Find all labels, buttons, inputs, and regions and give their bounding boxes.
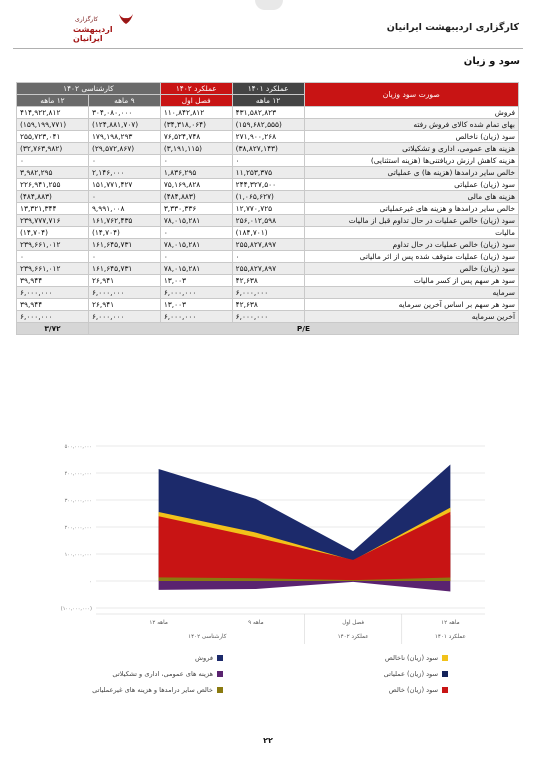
row-label: سود (زیان) خالص عملیات در حال تداوم قبل از مالیات — [304, 215, 518, 227]
row-value: ۲۳۹,۶۶۱,۰۱۲ — [17, 263, 89, 275]
row-value: (۳,۱۹۱,۱۱۵) — [160, 143, 232, 155]
row-value: (۱۴,۷۰۴) — [88, 227, 160, 239]
logo-main-text: اردیبهشت ایرانیان — [73, 25, 113, 43]
y-tick-label: ۲۰۰,۰۰۰,۰۰۰ — [64, 525, 92, 531]
row-value: ۲۵۵,۸۲۷,۸۹۷ — [232, 263, 304, 275]
table-row — [17, 179, 519, 191]
y-tick-label: ۰ — [89, 579, 92, 585]
legend-label: سود (زیان) عملیاتی — [383, 670, 438, 678]
row-value: ۶,۰۰۰,۰۰۰ — [88, 287, 160, 299]
row-value: ۷۶,۵۲۴,۷۴۸ — [160, 131, 232, 143]
row-value: ۱۳,۰۰۳ — [160, 275, 232, 287]
row-value: (۱,۰۶۵,۶۲۷) — [232, 191, 304, 203]
row-value: ۱,۸۳۶,۲۹۵ — [160, 167, 232, 179]
row-label: خالص سایر درامدها (هزینه ها) ی عملیاتی — [304, 167, 518, 179]
page-number: ۲۲ — [263, 736, 273, 745]
row-value: ۲۴۴,۳۲۷,۵۰۰ — [232, 179, 304, 191]
row-value: ۶,۰۰۰,۰۰۰ — [17, 311, 89, 323]
header-group-expert-1402: کارشناسی ۱۴۰۲ — [17, 83, 161, 95]
chart-legend — [88, 654, 478, 714]
row-value: (۱۵۹,۱۹۹,۷۷۱) — [17, 119, 89, 131]
company-name: کارگزاری اردیبهشت ایرانیان — [386, 22, 519, 33]
x-tick-label: ۹ ماهه — [248, 620, 264, 626]
y-tick-label: ۳۰۰,۰۰۰,۰۰۰ — [64, 498, 92, 504]
row-value: ۱۱۰,۸۴۲,۸۱۲ — [160, 107, 232, 119]
row-value: ۷۵,۱۶۹,۸۲۸ — [160, 179, 232, 191]
row-value: (۳۸,۸۲۷,۱۴۳) — [232, 143, 304, 155]
row-value: ۶,۰۰۰,۰۰۰ — [232, 311, 304, 323]
table-row — [17, 227, 519, 239]
legend-swatch — [217, 671, 223, 677]
row-value: ۷۸,۰۱۵,۲۸۱ — [160, 215, 232, 227]
logo-small-text: کارگزاری — [75, 16, 99, 23]
row-value: ۷۸,۰۱۵,۲۸۱ — [160, 239, 232, 251]
row-label: خالص سایر درامدها و هزینه های غیرعملیاتی — [304, 203, 518, 215]
x-group-label: کارشناسی ۱۴۰۲ — [188, 634, 227, 640]
table-row — [17, 215, 519, 227]
row-value: ۳۹,۹۴۴ — [17, 299, 89, 311]
legend-label: سود (زیان) ناخالص — [384, 654, 438, 662]
row-value: ۱۲,۷۷۰,۷۲۵ — [232, 203, 304, 215]
row-value: ۴۲,۶۳۸ — [232, 275, 304, 287]
table-row — [17, 251, 519, 263]
row-label: سود (زیان) خالص — [304, 263, 518, 275]
legend-item — [384, 670, 448, 678]
row-value: (۱۵۹,۶۸۲,۵۵۵) — [232, 119, 304, 131]
row-label: سود هر سهم بر اساس آخرین سرمایه — [304, 299, 518, 311]
legend-label: سود (زیان) خالص — [388, 686, 438, 694]
company-logo — [13, 8, 133, 42]
row-value: ۲۳۹,۷۷۷,۷۱۶ — [17, 215, 89, 227]
header-group-1401: عملکرد ۱۴۰۱ — [232, 83, 304, 95]
header-divider — [13, 48, 523, 49]
table-row — [17, 311, 519, 323]
row-value: (۱۲۴,۸۸۱,۷۰۷) — [88, 119, 160, 131]
row-value: ۳۹,۹۴۴ — [17, 275, 89, 287]
row-value: ۲۲۶,۹۴۱,۲۵۵ — [17, 179, 89, 191]
row-value: ۲,۱۴۶,۰۰۰ — [88, 167, 160, 179]
row-value: ۲۵۵,۸۲۷,۸۹۷ — [232, 239, 304, 251]
x-tick-label: فصل اول — [342, 620, 365, 626]
table-row — [17, 299, 519, 311]
table-row — [17, 203, 519, 215]
row-value: ۴۳۱,۵۸۲,۸۲۳ — [232, 107, 304, 119]
row-value: ۳۰۴,۰۸۰,۰۰۰ — [88, 107, 160, 119]
row-value: ۰ — [88, 155, 160, 167]
legend-label: خالص سایر درامدها و هزینه های غیرعملیاتی — [92, 686, 213, 694]
row-value: (۴۸۴,۸۸۳) — [17, 191, 89, 203]
row-value: ۱۷۹,۱۹۸,۲۹۳ — [88, 131, 160, 143]
row-value: ۶,۰۰۰,۰۰۰ — [160, 311, 232, 323]
table-row — [17, 167, 519, 179]
row-value: ۳,۳۳۰,۳۳۶ — [160, 203, 232, 215]
row-value: ۲۵۶,۰۱۲,۵۹۸ — [232, 215, 304, 227]
legend-item — [195, 654, 223, 662]
y-tick-label: ۴۰۰,۰۰۰,۰۰۰ — [64, 471, 92, 477]
x-tick-label: ۱۲ ماهه — [149, 620, 168, 626]
legend-label: فروش — [194, 654, 213, 662]
income-statement-table — [16, 82, 519, 335]
row-value: ۲۶,۹۴۱ — [88, 275, 160, 287]
row-value: ۱۳,۳۲۱,۳۴۴ — [17, 203, 89, 215]
row-value: ۹,۹۹۱,۰۰۸ — [88, 203, 160, 215]
header-sub-1401: ۱۲ ماهه — [232, 95, 304, 107]
legend-swatch — [442, 687, 448, 693]
header-sub-1402: فصل اول — [160, 95, 232, 107]
row-label: بهای تمام شده کالای فروش رفته — [304, 119, 518, 131]
pe-value: ۳/۷۲ — [17, 323, 89, 335]
legend-swatch — [217, 655, 223, 661]
row-value: ۷۸,۰۱۵,۲۸۱ — [160, 263, 232, 275]
table-corner-label: صورت سود وزیان — [304, 83, 518, 107]
legend-item — [92, 686, 223, 694]
table-row — [17, 275, 519, 287]
row-value: ۰ — [160, 251, 232, 263]
legend-label: هزینه های عمومی، اداری و تشکیلاتی — [112, 670, 213, 678]
row-label: سود (زیان) عملیات متوقف شده پس از اثر مالیاتی — [304, 251, 518, 263]
row-value: ۶,۰۰۰,۰۰۰ — [17, 287, 89, 299]
y-tick-label: (۱۰۰,۰۰۰,۰۰۰) — [60, 606, 92, 612]
row-value: ۲۷۱,۹۰۰,۲۶۸ — [232, 131, 304, 143]
row-value: (۱۴,۷۰۴) — [17, 227, 89, 239]
row-value: ۱۱,۲۵۳,۳۷۵ — [232, 167, 304, 179]
row-label: هزینه های عمومی، اداری و تشکیلاتی — [304, 143, 518, 155]
bull-icon — [117, 10, 135, 28]
row-value: (۲۹,۵۷۲,۸۶۷) — [88, 143, 160, 155]
row-label: هزینه کاهش ارزش دریافتنی‌ها (هزینه استثنایی) — [304, 155, 518, 167]
section-title: سود و زیان — [463, 56, 520, 67]
pe-row — [17, 323, 519, 335]
row-value: ۳,۹۸۲,۲۹۵ — [17, 167, 89, 179]
table-row — [17, 191, 519, 203]
row-value: ۱۶۱,۶۴۵,۷۳۱ — [88, 239, 160, 251]
header-sub-9month: ۹ ماهه — [88, 95, 160, 107]
y-tick-label: ۱۰۰,۰۰۰,۰۰۰ — [64, 552, 92, 558]
row-value: ۱۳,۰۰۳ — [160, 299, 232, 311]
table-row — [17, 263, 519, 275]
pe-label: P/E — [88, 323, 518, 335]
table-row — [17, 131, 519, 143]
row-value: (۳۲,۷۶۳,۹۸۲) — [17, 143, 89, 155]
row-value: (۱۸۴,۷۰۱) — [232, 227, 304, 239]
row-value: ۶,۰۰۰,۰۰۰ — [88, 311, 160, 323]
row-label: سود (زیان) ناخالص — [304, 131, 518, 143]
row-label: هزینه های مالی — [304, 191, 518, 203]
y-tick-label: ۵۰۰,۰۰۰,۰۰۰ — [64, 444, 92, 450]
row-value: ۱۶۱,۶۴۵,۷۳۱ — [88, 263, 160, 275]
legend-swatch — [442, 655, 448, 661]
row-value: ۰ — [160, 227, 232, 239]
legend-item — [389, 686, 448, 694]
row-label: سود هر سهم پس از کسر مالیات — [304, 275, 518, 287]
row-value: ۰ — [232, 155, 304, 167]
legend-swatch — [442, 671, 448, 677]
row-value: ۰ — [232, 251, 304, 263]
row-label: سود (زیان) خالص عملیات در حال تداوم — [304, 239, 518, 251]
table-row — [17, 107, 519, 119]
legend-item — [385, 654, 448, 662]
row-value: ۰ — [88, 251, 160, 263]
row-value: ۶,۰۰۰,۰۰۰ — [232, 287, 304, 299]
row-value: (۴۸۴,۸۸۳) — [160, 191, 232, 203]
row-value: ۰ — [17, 155, 89, 167]
row-value: ۰ — [88, 191, 160, 203]
row-value: ۲۳۹,۶۶۱,۰۱۲ — [17, 239, 89, 251]
x-group-label: عملکرد ۱۴۰۲ — [337, 634, 369, 640]
row-label: آخرین سرمایه — [304, 311, 518, 323]
row-label: سرمایه — [304, 287, 518, 299]
row-label: سود (زیان) عملیاتی — [304, 179, 518, 191]
row-value: ۱۵۱,۷۷۱,۴۲۷ — [88, 179, 160, 191]
x-group-label: عملکرد ۱۴۰۱ — [434, 634, 466, 640]
table-row — [17, 119, 519, 131]
table-row — [17, 239, 519, 251]
table-row — [17, 143, 519, 155]
legend-item — [112, 670, 223, 678]
legend-swatch — [217, 687, 223, 693]
row-value: ۰ — [17, 251, 89, 263]
row-value: ۲۵۵,۷۲۳,۰۴۱ — [17, 131, 89, 143]
row-label: فروش — [304, 107, 518, 119]
row-value: ۲۶,۹۴۱ — [88, 299, 160, 311]
row-value: ۱۶۱,۷۶۲,۴۳۵ — [88, 215, 160, 227]
row-value: (۳۴,۳۱۸,۰۶۴) — [160, 119, 232, 131]
header-group-1402: عملکرد ۱۴۰۲ — [160, 83, 232, 95]
x-tick-label: ۱۲ ماهه — [441, 620, 460, 626]
table-row — [17, 287, 519, 299]
row-value: ۴۱۴,۹۲۲,۸۱۲ — [17, 107, 89, 119]
row-value: ۶,۰۰۰,۰۰۰ — [160, 287, 232, 299]
row-label: مالیات — [304, 227, 518, 239]
table-row — [17, 155, 519, 167]
area-series — [159, 581, 451, 591]
row-value: ۴۲,۶۳۸ — [232, 299, 304, 311]
page-header — [13, 8, 523, 48]
row-value: ۰ — [160, 155, 232, 167]
header-sub-12month: ۱۲ ماهه — [17, 95, 89, 107]
